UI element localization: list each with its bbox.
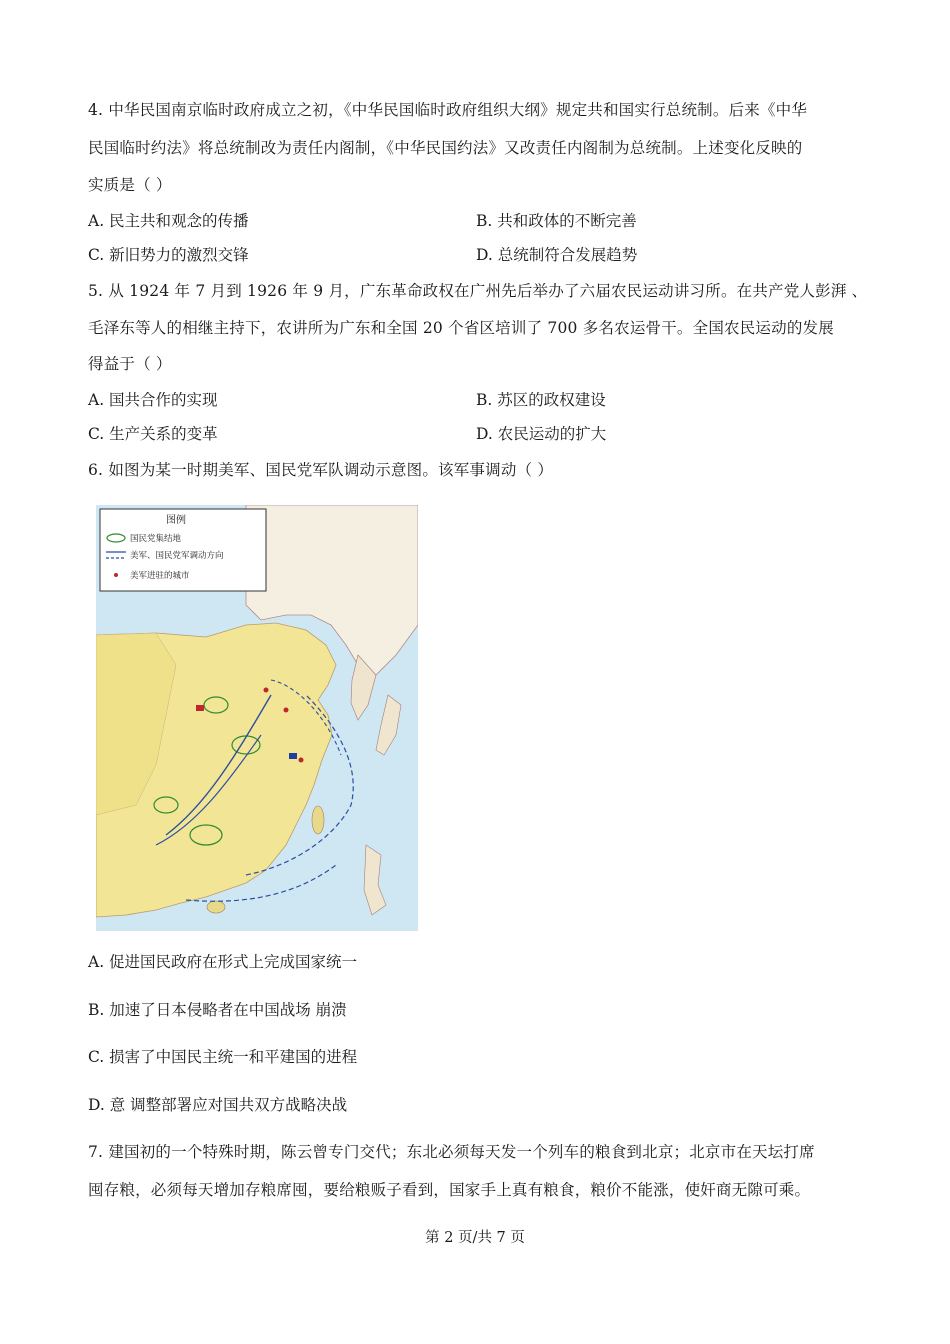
- q7-stem-line-2: 囤存粮，必须每天增加存粮席囤，要给粮贩子看到，国家手上真有粮食，粮价不能涨，使奸商无隙可乘。: [88, 1181, 811, 1199]
- troop-movement-map: [96, 505, 418, 931]
- garrison-city-marker: [264, 688, 269, 693]
- legend-title: 图例: [166, 515, 186, 526]
- q6-option-c: C. 损害了中国民主统一和平建国的进程: [88, 1048, 358, 1066]
- q4-option-d: D. 总统制符合发展趋势: [476, 246, 638, 264]
- q5-option-c: C. 生产关系的变革: [88, 425, 218, 443]
- q5-option-d: D. 农民运动的扩大: [476, 425, 607, 443]
- q5-option-b: B. 苏区的政权建设: [476, 391, 606, 409]
- q5-option-a: A. 国共合作的实现: [88, 391, 218, 409]
- legend-item-city: 美军进驻的城市: [130, 571, 190, 581]
- q6-option-b: B. 加速了日本侵略者在中国战场 崩溃: [88, 1001, 347, 1019]
- map-taiwan: [312, 806, 324, 834]
- q6-option-a: A. 促进国民政府在形式上完成国家统一: [88, 953, 358, 971]
- legend-item-movement: 美军、国民党军调动方向: [130, 551, 224, 561]
- page-number: 第 2 页/共 7 页: [425, 1230, 525, 1246]
- q5-stem-line-3: 得益于（ ）: [88, 355, 172, 373]
- q4-stem-line-2: 民国临时约法》将总统制改为责任内阁制，《中华民国约法》又改责任内阁制为总统制。上述变化反映的: [88, 139, 803, 157]
- q5-stem-line-1: 5. 从 1924 年 7 月到 1926 年 9 月，广东革命政权在广州先后举办了六届农民运动讲习所。在共产党人彭湃 、: [88, 282, 868, 300]
- flag-marker: [196, 705, 204, 711]
- garrison-city-marker: [299, 758, 304, 763]
- legend-item-assembly: 国民党集结地: [130, 534, 182, 544]
- q4-option-b: B. 共和政体的不断完善: [476, 212, 637, 230]
- legend-city-symbol: [114, 573, 118, 577]
- q4-option-a: A. 民主共和观念的传播: [88, 212, 249, 230]
- q4-stem-line-3: 实质是（ ）: [88, 176, 172, 194]
- flag-marker: [289, 753, 297, 759]
- q6-option-d: D. 意 调整部署应对国共双方战略决战: [88, 1096, 348, 1114]
- garrison-city-marker: [284, 708, 289, 713]
- q4-stem-line-1: 4. 中华民国南京临时政府成立之初，《中华民国临时政府组织大纲》规定共和国实行总统制。后来《中华: [88, 101, 808, 119]
- q6-stem: 6. 如图为某一时期美军、国民党军队调动示意图。该军事调动（ ）: [88, 461, 554, 479]
- q7-stem-line-1: 7. 建国初的一个特殊时期，陈云曾专门交代；东北必须每天发一个列车的粮食到北京；北京市在天坛打席: [88, 1143, 815, 1161]
- q4-option-c: C. 新旧势力的激烈交锋: [88, 246, 249, 264]
- map-hainan: [207, 901, 225, 913]
- q5-stem-line-2: 毛泽东等人的相继主持下，农讲所为广东和全国 20 个省区培训了 700 多名农运骨干。全国农民运动的发展: [88, 319, 834, 337]
